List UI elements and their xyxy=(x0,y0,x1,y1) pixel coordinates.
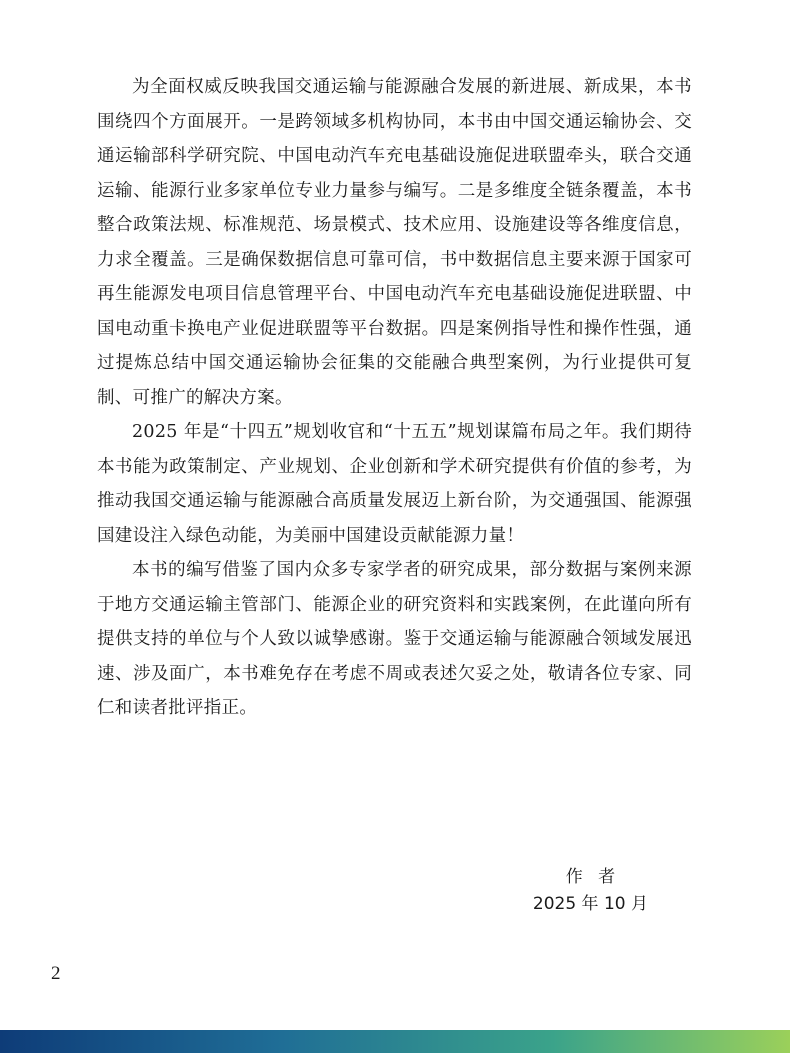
preface-body xyxy=(97,70,692,726)
footer-gradient-bar xyxy=(0,1030,790,1053)
paragraph-scope: 为全面权威反映我国交通运输与能源融合发展的新进展、新成果，本书围绕四个方面展开。一是跨领域多机构协同，本书由中国交通运输协会、交通运输部科学研究院、中国电动汽车充电基础设施促进联盟牵头，联合交通运输、能源行业多家单位专业力量参与编写。二是多维度全链条覆盖，本书整合政策法规、标准规范、场景模式、技术应用、设施建设等各维度信息，力求全覆盖。三是确保数据信息可靠可信，书中数据信息主要来源于国家可再生能源发电项目信息管理平台、中国电动汽车充电基础设施促进联盟、中国电动重卡换电产业促进联盟等平台数据。四是案例指导性和操作性强，通过提炼总结中国交通运输协会征集的交能融合典型案例，为行业提供可复制、可推广的解决方案。 xyxy=(97,77,692,408)
signature-block xyxy=(533,864,648,918)
paragraph-acknowledgement: 本书的编写借鉴了国内众多专家学者的研究成果，部分数据与案例来源于地方交通运输主管部门、能源企业的研究资料和实践案例，在此谨向所有提供支持的单位与个人致以诚挚感谢。鉴于交通运输与能源融合领域发展迅速、涉及面广，本书难免存在考虑不周或表述欠妥之处，敬请各位专家、同仁和读者批评指正。 xyxy=(97,560,692,718)
author-label: 作者 xyxy=(565,867,631,887)
paragraph-expectation: 2025 年是“十四五”规划收官和“十五五”规划谋篇布局之年。我们期待本书能为政策制定、产业规划、企业创新和学术研究提供有价值的参考，为推动我国交通运输与能源融合高质量发展迈上新台阶，为交通强国、能源强国建设注入绿色动能，为美丽中国建设贡献能源力量！ xyxy=(97,422,692,546)
signature-date: 2025 年 10 月 xyxy=(532,894,648,914)
page-number: 2 xyxy=(51,963,61,984)
